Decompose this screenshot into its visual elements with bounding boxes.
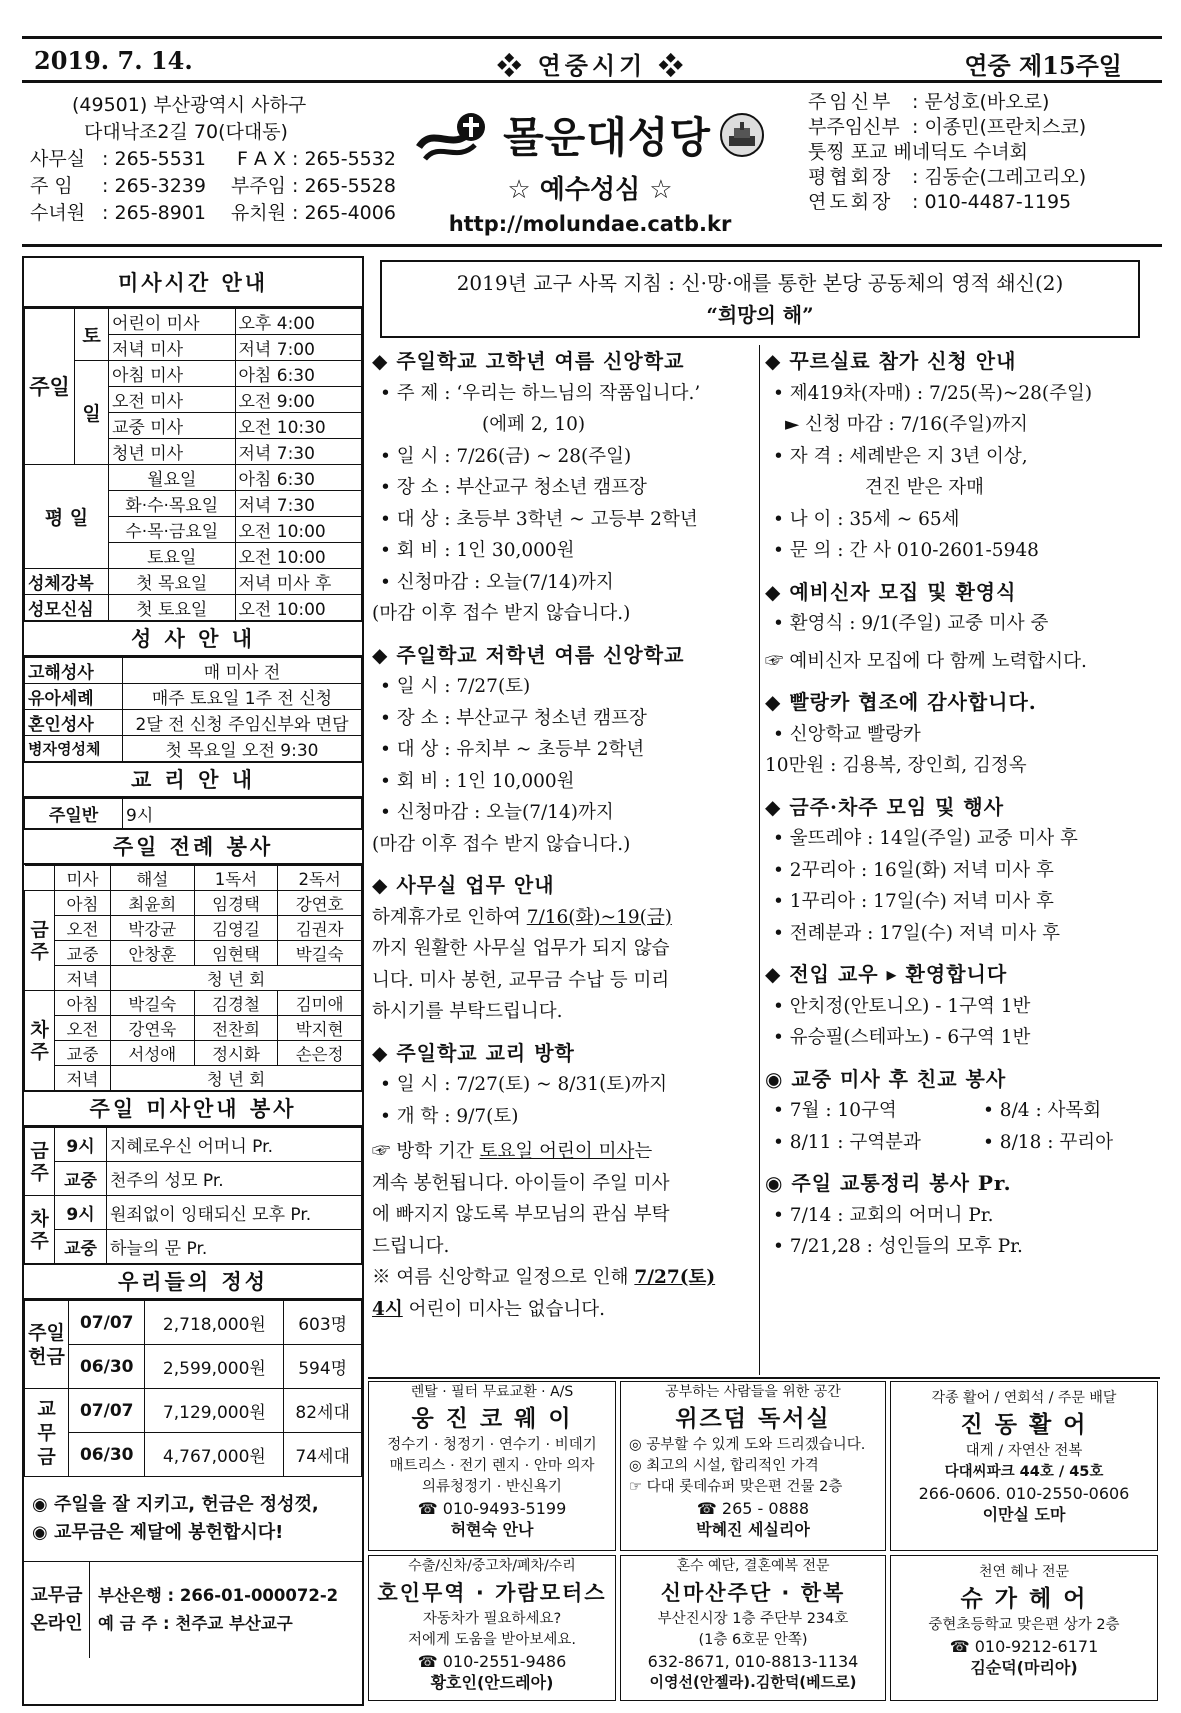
header-bar xyxy=(22,40,1162,80)
bank-account: 부산은행 : 266-01-000072-2 xyxy=(98,1586,339,1605)
catechism-title: 교 리 안 내 xyxy=(24,762,362,798)
column-divider xyxy=(759,345,760,1375)
ad-motors: 수출/신차/중고차/폐차/수리 호인무역 · 가람모터스 자동차가 필요하세요? 저에게 도움을 받아보세요. ☎ 010-2551-9486 황호인(안드레아) xyxy=(368,1555,616,1701)
pastoral-notice xyxy=(380,260,1140,338)
mass-table: 주일 토 어린이 미사 오후 4:00 저녁 미사 저녁 7:00 일 아침 미사 아침 6:30 오전 미사 오전 9:00 교중 미사 오전 10:30 청년 미사 저녁 7:30 평 일 월요일 아침 6:30 화·수·목요일 저녁 7:30 수·목·금요일 오전 10:00 토요일 오전 10:00 성체강복 첫 목요일 저녁 미사 후 성모신심 첫 토요일 오전 10:00 xyxy=(24,308,362,621)
ad-coway: 렌탈 · 필터 무료교환 · A/S 웅 진 코 웨 이 정수기 · 청정기 · 연수기 · 비데기 매트리스 · 전기 렌지 · 안마 의자 의류청정기 · 반신욕기 ☎ 010-9493-5199 허현숙 안나 xyxy=(368,1381,616,1551)
info-column xyxy=(22,256,364,1706)
mass-title: 미사시간 안내 xyxy=(24,258,362,308)
staff-block xyxy=(808,90,1158,215)
staff-row: 평협회장 : 김동순(그레고리오) xyxy=(808,166,1087,188)
ad-hanbok: 혼수 예단, 결혼예복 전문 신마산주단 · 한복 부산진시장 1층 주단부 234호 (1층 6호문 안쪽) 632-8671, 010-8813-1134 이영선(안젤라).김한덕(베드로) xyxy=(620,1555,886,1701)
ad-fishery: 각종 활어 / 연회석 / 주문 배달 진 동 활 어 대게 / 자연산 전복 다대씨파크 44호 / 45호 266-0606. 010-2550-0606 이만실 도마 xyxy=(890,1381,1158,1551)
header-rule xyxy=(22,80,1162,83)
address-line: 다대낙조2길 70(다대동) xyxy=(84,121,288,143)
notice-line: “희망의 해” xyxy=(706,303,814,327)
liturgy-title: 주일 전례 봉사 xyxy=(24,829,362,865)
ad-hair: 천연 헤나 전문 슈 가 헤 어 중현초등학교 맞은편 상가 2층 ☎ 010-9212-6171 김순덕(마리아) xyxy=(890,1555,1158,1701)
parish-motto: ☆ 예수성심 ☆ xyxy=(507,175,673,205)
news-column-1: ◆ 주일학교 고학년 여름 신앙학교 • 주 제 : ‘우리는 하느님의 작품입니다.’ (에페 2, 10) • 일 시 : 7/26(금) ~ 28(주일) • 장 소 : 부산교구 청소년 캠프장 • 대 상 : 초등부 3학년 ~ 고등부 2학년 • 회 비 : 1인 30,000원 • 신청마감 : 오늘(7/14)까지 (마감 이후 접수 받지 않습니다.) ◆ 주일학교 저학년 여름 신앙학교 • 일 시 : 7/27(토) • 장 소 : 부산교구 청소년 캠프장 • 대 상 : 유치부 ~ 초등부 2학년 • 회 비 : 1인 10,000원 • 신청마감 : 오늘(7/14)까지 (마감 이후 접수 받지 않습니다.) ◆ 사무실 업무 안내 하계휴가로 인하여 7/16(화)~19(금) 까지 원활한 사무실 업무가 되지 않습 니다. 미사 봉헌, 교무금 수납 등 미리 하시기를 부탁드립니다. ◆ 주일학교 교리 방학 • 일 시 : 7/27(토) ~ 8/31(토)까지 • 개 학 : 9/7(토) ☞ 방학 기간 토요일 어린이 미사는 계속 봉헌됩니다. 아이들이 주일 미사 에 빠지지 않도록 부모님의 관심 부탁 드립니다. ※ 여름 신앙학교 일정으로 인해 7/27(토) 4시 어린이 미사는 없습니다. xyxy=(372,349,716,1320)
church-masthead xyxy=(400,105,780,236)
notice-line: 2019년 교구 사목 지침 : 신·망·애를 통한 본당 공동체의 영적 쇄신(2) xyxy=(456,271,1064,295)
guide-table: 금주 9시 지혜로우신 어머니 Pr. 교중 천주의 성모 Pr. 차주 9시 원죄없이 잉태되신 모후 Pr. 교중 하늘의 문 Pr. xyxy=(24,1127,362,1264)
church-name: 몰운대성당 xyxy=(503,113,711,162)
church-logo-icon xyxy=(415,107,495,163)
top-rule xyxy=(22,36,1162,39)
online-offering: 교무금 온라인 부산은행 : 266-01-000072-2 예 금 주 : 천주교 부산교구 xyxy=(24,1562,362,1658)
ad-wisdom: 공부하는 사람들을 위한 공간 위즈덤 독서실 ◎ 공부할 수 있게 도와 드리겠습니다. ◎ 최고의 시설, 합리적인 가격 ☞ 다대 롯데슈퍼 맞은편 건물 2층 ☎ 265 - 0888 박혜진 세실리아 xyxy=(620,1381,886,1551)
ads-section xyxy=(368,1377,1160,1703)
address-line: (49501) 부산광역시 사하구 xyxy=(72,94,307,116)
liturgy-table: 미사 해설 1독서 2독서 금주 아침 최윤희 임경택 강연호 오전 박강균 김영길 김권자 교중 안창훈 임현택 박길숙 저녁 청 년 회 차주 아침 박길숙 김경철 김미애 오전 강연욱 전찬희 박지현 교중 서성애 정시화 손은정 저녁 청 년 회 xyxy=(24,865,362,1091)
staff-row: 주임신부 : 문성호(바오로) xyxy=(808,91,1050,113)
offering-title: 우리들의 정성 xyxy=(24,1264,362,1300)
issue-date: 2019. 7. 14. xyxy=(34,46,193,75)
liturgical-season: ❖ 연중시기 ❖ xyxy=(497,51,687,80)
phone-row: 사무실 : 265-5531 F A X : 265-5532 xyxy=(30,148,396,170)
address-block xyxy=(30,92,396,227)
sacrament-title: 성 사 안 내 xyxy=(24,621,362,657)
sacrament-table: 고해성사 매 미사 전 유아세례 매주 토요일 1주 전 신청 혼인성사 2달 전 신청 주임신부와 면담 병자영성체 첫 목요일 오전 9:30 xyxy=(24,657,362,762)
masthead-rule xyxy=(22,244,1162,247)
account-holder: 예 금 주 : 천주교 부산교구 xyxy=(98,1614,293,1633)
news-column-2: ◆ 꾸르실료 참가 신청 안내 • 제419차(자매) : 7/25(목)~28(주일) ► 신청 마감 : 7/16(주일)까지 • 자 격 : 세례받은 지 3년 이상, 견진 받은 자매 • 나 이 : 35세 ~ 65세 • 문 의 : 간 사 010-2601-5948 ◆ 예비신자 모집 및 환영식 • 환영식 : 9/1(주일) 교중 미사 중 ☞ 예비신자 모집에 다 함께 노력합시다. ◆ 빨랑카 협조에 감사합니다. • 신앙학교 빨랑카 10만원 : 김용복, 장인희, 김정옥 ◆ 금주·차주 모임 및 행사 • 울뜨레야 : 14일(주일) 교중 미사 후 • 2꾸리아 : 16일(화) 저녁 미사 후 • 1꾸리아 : 17일(수) 저녁 미사 후 • 전례분과 : 17일(수) 저녁 미사 후 ◆ 전입 교우 ▸ 환영합니다 • 안치정(안토니오) - 1구역 1반 • 유승필(스테파노) - 6구역 1반 ◉ 교중 미사 후 친교 봉사 • 7월 : 10구역 • 8/4 : 사목회 • 8/11 : 구역분과 • 8/18 : 꾸리아 ◉ 주일 교통정리 봉사 Pr. • 7/14 : 교회의 어머니 Pr. • 7/21,28 : 성인들의 모후 Pr. xyxy=(765,349,1113,1257)
phone-row: 주 임 : 265-3239 부주임 : 265-5528 xyxy=(30,175,396,197)
parish-url[interactable]: http://molundae.catb.kr xyxy=(448,212,732,236)
offering-notes: ◉ 주일을 잘 지키고, 헌금은 정성껏, ◉ 교무금은 제달에 봉헌합시다! xyxy=(24,1477,362,1562)
liturgical-week: 연중 제15주일 xyxy=(964,51,1122,80)
guide-title: 주일 미사안내 봉사 xyxy=(24,1091,362,1127)
phone-row: 수녀원 : 265-8901 유치원 : 265-4006 xyxy=(30,202,396,224)
offering-table: 주일 헌금 07/07 2,718,000원 603명 06/30 2,599,000원 594명 교 무 금 07/07 7,129,000원 82세대 06/30 4,767,000원 74세대 xyxy=(24,1300,362,1477)
staff-row: 부주임신부 : 이종민(프란치스코) xyxy=(808,116,1087,138)
staff-row: 툿찡 포교 베네딕도 수녀회 xyxy=(808,141,1029,163)
staff-row: 연도회장 : 010-4487-1195 xyxy=(808,191,1072,213)
catechism-table: 주일반 9시 xyxy=(24,798,362,829)
church-seal-icon xyxy=(719,112,765,158)
